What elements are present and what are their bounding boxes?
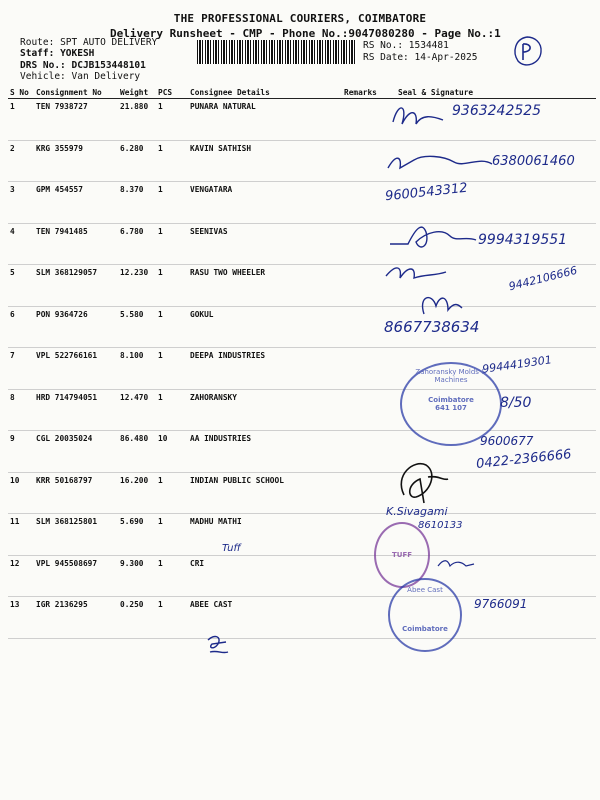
cell-consignment: VPL 945508697 [34, 555, 118, 597]
staff-line [20, 48, 94, 59]
rs-date-label: RS Date: [363, 52, 409, 63]
table-row [8, 306, 596, 348]
cell-consignee: CRI [188, 555, 342, 597]
drs-value: DCJB153448101 [71, 60, 146, 71]
col-sno: S No [8, 86, 34, 99]
cell-weight: 86.480 [118, 431, 156, 473]
cell-sno: 4 [8, 223, 34, 265]
signature-scribble [418, 292, 464, 318]
cell-pcs: 1 [156, 514, 188, 556]
cell-consignee: ABEE CAST [188, 597, 342, 639]
cell-consignee: INDIAN PUBLIC SCHOOL [188, 472, 342, 514]
cell-sno: 10 [8, 472, 34, 514]
cell-pcs: 1 [156, 555, 188, 597]
col-weight: Weight [118, 86, 156, 99]
vehicle-label: Vehicle: [20, 71, 66, 82]
handwritten-phone: 8610133 [418, 520, 463, 531]
cell-consignment: TEN 7938727 [34, 99, 118, 141]
cell-weight: 8.100 [118, 348, 156, 390]
vehicle-value: Van Delivery [71, 71, 141, 82]
handwritten-note: 8/50 [500, 395, 532, 411]
runsheet-subtitle: Delivery Runsheet - CMP - Phone No.:9047080280 - Page No.:1 [110, 27, 501, 40]
cell-pcs: 1 [156, 306, 188, 348]
stamp-center-text: Coimbatore 641 107 [428, 396, 474, 412]
cell-weight: 6.780 [118, 223, 156, 265]
handwritten-phone: 6380061460 [492, 154, 575, 169]
cell-consignee: PUNARA NATURAL [188, 99, 342, 141]
cell-weight: 8.370 [118, 182, 156, 224]
cell-consignment: SLM 368129057 [34, 265, 118, 307]
signature-scribble [386, 218, 478, 254]
handwritten-phone: 9600543312 [384, 180, 469, 205]
cell-consignment: CGL 20035024 [34, 431, 118, 473]
cell-sno: 9 [8, 431, 34, 473]
col-consignment: Consignment No [34, 86, 118, 99]
route-line [20, 37, 157, 48]
cell-consignee: AA INDUSTRIES [188, 431, 342, 473]
cell-sno: 1 [8, 99, 34, 141]
cell-weight: 12.470 [118, 389, 156, 431]
table-row [8, 555, 596, 597]
cell-consignee: ZAHORANSKY [188, 389, 342, 431]
table-row [8, 182, 596, 224]
stamp-center-text: TUFF [391, 551, 413, 559]
cell-consignee: RASU TWO WHEELER [188, 265, 342, 307]
cell-weight: 9.300 [118, 555, 156, 597]
table-row [8, 472, 596, 514]
cell-consignee: SEENIVAS [188, 223, 342, 265]
cell-remarks [342, 348, 396, 390]
cell-weight: 12.230 [118, 265, 156, 307]
signature-scribble [394, 455, 450, 505]
handwritten-name: K.Sivagami [386, 505, 448, 518]
rs-no-line [363, 40, 449, 52]
cell-pcs: 1 [156, 389, 188, 431]
col-signature: Seal & Signature [396, 86, 596, 99]
cell-sno: 13 [8, 597, 34, 639]
cell-pcs: 1 [156, 348, 188, 390]
company-seal-stamp [388, 578, 462, 652]
handwritten-phone: 9994319551 [478, 232, 568, 248]
rs-date-line [363, 52, 477, 64]
col-consignee: Consignee Details [188, 86, 342, 99]
cell-pcs: 1 [156, 472, 188, 514]
drs-label: DRS No.: [20, 60, 66, 71]
cell-consignment: TEN 7941485 [34, 223, 118, 265]
handwritten-phone: 9600677 [480, 434, 534, 448]
cell-consignment: KRG 355979 [34, 140, 118, 182]
cell-sno: 12 [8, 555, 34, 597]
col-pcs: PCS [156, 86, 188, 99]
drs-line [20, 60, 146, 71]
vehicle-line [20, 71, 140, 82]
cell-pcs: 1 [156, 182, 188, 224]
handwritten-phone: 0422-2366666 [475, 447, 573, 472]
cell-consignee: MADHU MATHI [188, 514, 342, 556]
cell-sno: 11 [8, 514, 34, 556]
cell-sno: 5 [8, 265, 34, 307]
cell-sno: 6 [8, 306, 34, 348]
signature-scribble [436, 556, 476, 570]
rs-date-value: 14-Apr-2025 [414, 52, 478, 63]
table-row [8, 514, 596, 556]
cell-pcs: 1 [156, 223, 188, 265]
col-remarks: Remarks [342, 86, 396, 99]
handwritten-phone: 9363242525 [452, 103, 542, 119]
cell-pcs: 10 [156, 431, 188, 473]
staff-value: YOKESH [60, 48, 95, 59]
stamp-center-text: Coimbatore [402, 625, 448, 633]
cell-consignment: HRD 714794051 [34, 389, 118, 431]
barcode [197, 40, 357, 64]
cell-sno: 2 [8, 140, 34, 182]
cell-consignee: KAVIN SATHISH [188, 140, 342, 182]
cell-sno: 3 [8, 182, 34, 224]
handwritten-consignee-name: Tuff [222, 543, 241, 554]
cell-remarks [342, 431, 396, 473]
cell-pcs: 1 [156, 597, 188, 639]
cell-consignment: KRR 50168797 [34, 472, 118, 514]
cell-weight: 5.580 [118, 306, 156, 348]
cell-consignee: GOKUL [188, 306, 342, 348]
stamp-ring-text: Zahoransky Molds & Machines [415, 368, 487, 384]
cell-weight: 0.250 [118, 597, 156, 639]
cell-consignee: VENGATARA [188, 182, 342, 224]
company-title: THE PROFESSIONAL COURIERS, COIMBATORE [173, 12, 427, 25]
handwritten-phone: 9944419301 [481, 353, 553, 376]
cell-consignment: GPM 454557 [34, 182, 118, 224]
cell-weight: 21.880 [118, 99, 156, 141]
staff-label: Staff: [20, 48, 55, 59]
corner-handwritten-mark [510, 34, 544, 68]
rs-no-value: 1534481 [408, 40, 449, 51]
cell-consignment: VPL 522766161 [34, 348, 118, 390]
cell-consignment: IGR 2136295 [34, 597, 118, 639]
cell-sno: 7 [8, 348, 34, 390]
route-label: Route: [20, 37, 55, 48]
route-value: SPT AUTO DELIVERY [60, 37, 158, 48]
handwritten-phone: 9442106666 [507, 263, 579, 294]
signature-scribble [384, 150, 494, 174]
bottom-handwritten-mark [204, 632, 234, 662]
handwritten-phone: 9766091 [474, 597, 528, 611]
cell-remarks [342, 389, 396, 431]
cell-pcs: 1 [156, 265, 188, 307]
cell-pcs: 1 [156, 99, 188, 141]
cell-consignment: PON 9364726 [34, 306, 118, 348]
cell-weight: 16.200 [118, 472, 156, 514]
cell-consignment: SLM 368125801 [34, 514, 118, 556]
cell-weight: 6.280 [118, 140, 156, 182]
cell-consignee: DEEPA INDUSTRIES [188, 348, 342, 390]
cell-pcs: 1 [156, 140, 188, 182]
handwritten-phone: 8667738634 [384, 318, 480, 336]
cell-sno: 8 [8, 389, 34, 431]
rs-no-label: RS No.: [363, 40, 404, 51]
signature-scribble [388, 102, 448, 132]
stamp-ring-text: Abee Cast [407, 586, 443, 594]
cell-weight: 5.690 [118, 514, 156, 556]
signature-scribble [382, 262, 502, 284]
table-header-row [8, 86, 596, 99]
